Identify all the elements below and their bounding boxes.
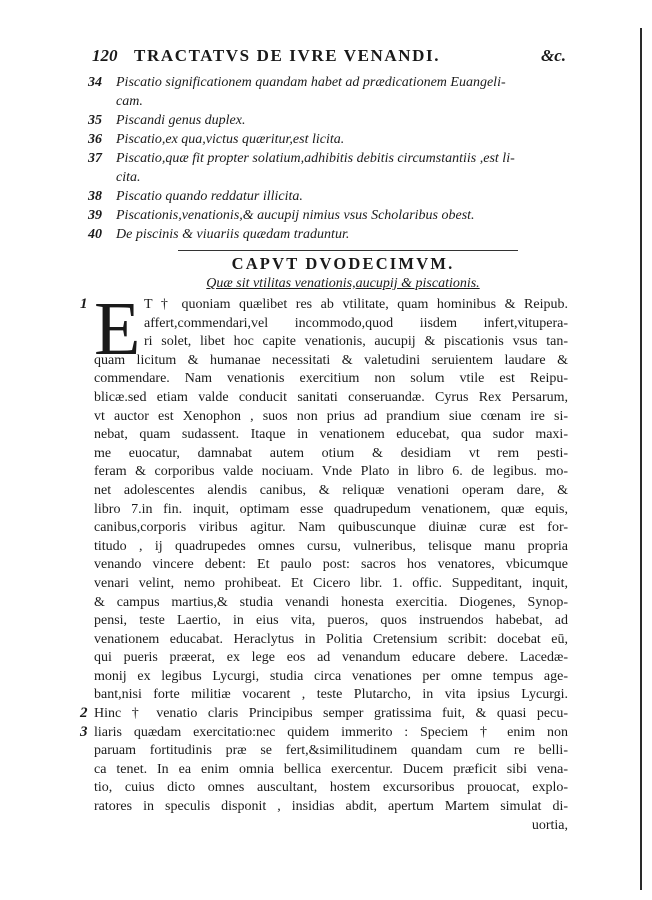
- text-line: liaris quædam exercitatio:nec quidem immerito : Speciem † enim non: [94, 724, 568, 740]
- running-title-etc: &c.: [540, 46, 566, 65]
- summary-item: [88, 111, 568, 130]
- text-line: nebat, quam sudassent. Itaque in venationem educebat, qua sudor maxi-: [94, 427, 568, 443]
- text-line: venationem educabat. Heraclytus in Politia Cretensium scribit: docebat eū,: [94, 631, 568, 647]
- margin-number: 1: [80, 296, 88, 312]
- text-line: T † quoniam quælibet res ab vtilitate, quam hominibus & Reipub.: [144, 297, 568, 312]
- running-head: [92, 46, 566, 68]
- summary-text: Piscatio,quæ fit propter solatium,adhibitis debitis circumstantiis ,est li-: [116, 151, 515, 166]
- text-line: vt auctor est Xenophon , suos non prius ad prandium siue cœnam ire si-: [94, 408, 568, 424]
- drop-cap: E: [94, 287, 141, 371]
- summary-number: 36: [88, 132, 102, 147]
- margin-number: 2: [80, 705, 88, 721]
- summary-number: 40: [88, 227, 102, 242]
- text-line: uortia,: [531, 817, 568, 833]
- summary-item: [88, 206, 568, 225]
- text-line: libro 7.in fin. inquit, optimam esse quadrupedum venationem, quæ equis,: [94, 501, 568, 517]
- summary-text: Piscatio significationem quandam habet ad prædicationem Euangeli-: [116, 75, 506, 90]
- summary-item: [88, 130, 568, 149]
- summary-item: [88, 225, 568, 244]
- text-line: ratores in speculis disponit , insidias abdit, apertum Martem simulat di-: [94, 799, 568, 815]
- summary-text: De piscinis & viuariis quædam traduntur.: [116, 227, 350, 242]
- page-number: 120: [92, 46, 118, 65]
- summary-text: Piscatio,ex qua,victus quæritur,est licita.: [116, 132, 345, 147]
- chapter-heading: CAPVT DVODECIMVM.: [231, 254, 455, 273]
- text-line: pensi, teste Laertio, in eius vita, pueros, quos instruendos habebat, ad: [94, 613, 568, 629]
- summary-number: 35: [88, 113, 102, 128]
- summary-number: 39: [88, 208, 102, 223]
- text-line: blicæ.sed etiam valde conducit sanitati conseruandæ. Cyrus Rex Persarum,: [94, 389, 568, 405]
- text-line: paruam fortitudinis præ se fert,&similitudinem quandam cum re belli-: [94, 743, 568, 759]
- text-line: ca tenet. In ea enim omnia bellica exercentur. Ducem præficit sibi vena-: [94, 761, 568, 777]
- text-line: commendare. Nam venationis exercitium non solum vtile est Reipu-: [94, 371, 568, 387]
- text-line: venari velint, nemo prohibeat. Et Cicero libr. 1. offic. Suppeditant, inquit,: [94, 575, 568, 591]
- text-line: bant,nisi forte militiæ vocarent , teste Plutarcho, in vita ipsius Lycurgi.: [94, 687, 568, 703]
- summary-number: 38: [88, 189, 102, 204]
- text-line: Hinc † venatio claris Principibus semper gratissima fuit, & quasi pecu-: [94, 706, 568, 722]
- summary-divider-rule: [178, 250, 518, 251]
- text-line: & campus martius,& studia venandi honesta exercitia. Diogenes, Synop-: [94, 594, 568, 610]
- text-line: qui pueris præerat, ex lege eos ad venandum educare debere. Lacedæ-: [94, 650, 568, 666]
- summary-item: [88, 73, 568, 111]
- text-line: ri solet, libet hoc capite venationis, aucupij & piscationis vsus tan-: [144, 334, 568, 350]
- chapter-subtitle: Quæ sit vtilitas venationis,aucupij & piscationis.: [206, 276, 480, 291]
- text-line: monij ex legibus Lycurgi, studia circa venationes per omne tempus age-: [94, 668, 568, 684]
- text-line: venando vincere debent: Et paulo post: sacros hos venatores, vbicumque: [94, 557, 568, 573]
- text-line: affert,commendari,vel incommodo,quod iisdem infert,vitupera-: [144, 315, 568, 331]
- summary-number: 37: [88, 151, 102, 166]
- paragraph-2: [94, 705, 568, 835]
- summary-text: Piscatio quando reddatur illicita.: [116, 189, 303, 204]
- margin-number: 3: [80, 724, 88, 740]
- page-edge-line: [640, 28, 642, 890]
- summary-text-cont: cam.: [116, 94, 143, 109]
- summary-item: [88, 149, 568, 187]
- text-line: canibus,corporis viribus agitur. Nam quibuscunque diuinæ curæ est for-: [94, 520, 568, 536]
- summary-text-cont: cita.: [116, 170, 141, 185]
- paragraph-1: [94, 287, 568, 705]
- text-line: quam licitum & humanae necessitati & valetudini seruientem laudare &: [94, 352, 568, 368]
- summary-text: Piscandi genus duplex.: [116, 113, 246, 128]
- text-line: net adolescentes alendis canibus, & reliquæ venationi operam dare, &: [94, 482, 568, 498]
- text-line: tio, cuius dicto omnes auscultant, hostem excursoribus prouocat, explo-: [94, 780, 568, 796]
- text-line: me euocatur, damnabat autem otium & desidiam vt rem pesti-: [94, 445, 568, 461]
- summary-text: Piscationis,venationis,& aucupij nimius vsus Scholaribus obest.: [116, 208, 475, 223]
- running-title: TRACTATVS DE IVRE VENANDI.: [134, 46, 441, 65]
- summary-item: [88, 187, 568, 206]
- chapter-summary-list: [88, 73, 568, 244]
- text-line: feram & corporibus valde nociuam. Vnde Plato in libro 6. de legibus. mo-: [94, 464, 568, 480]
- summary-number: 34: [88, 75, 102, 90]
- text-line: titudo , ij quadrupedes omnes cursu, vulneribus, telisque manu propria: [94, 538, 568, 554]
- main-text: [94, 287, 568, 835]
